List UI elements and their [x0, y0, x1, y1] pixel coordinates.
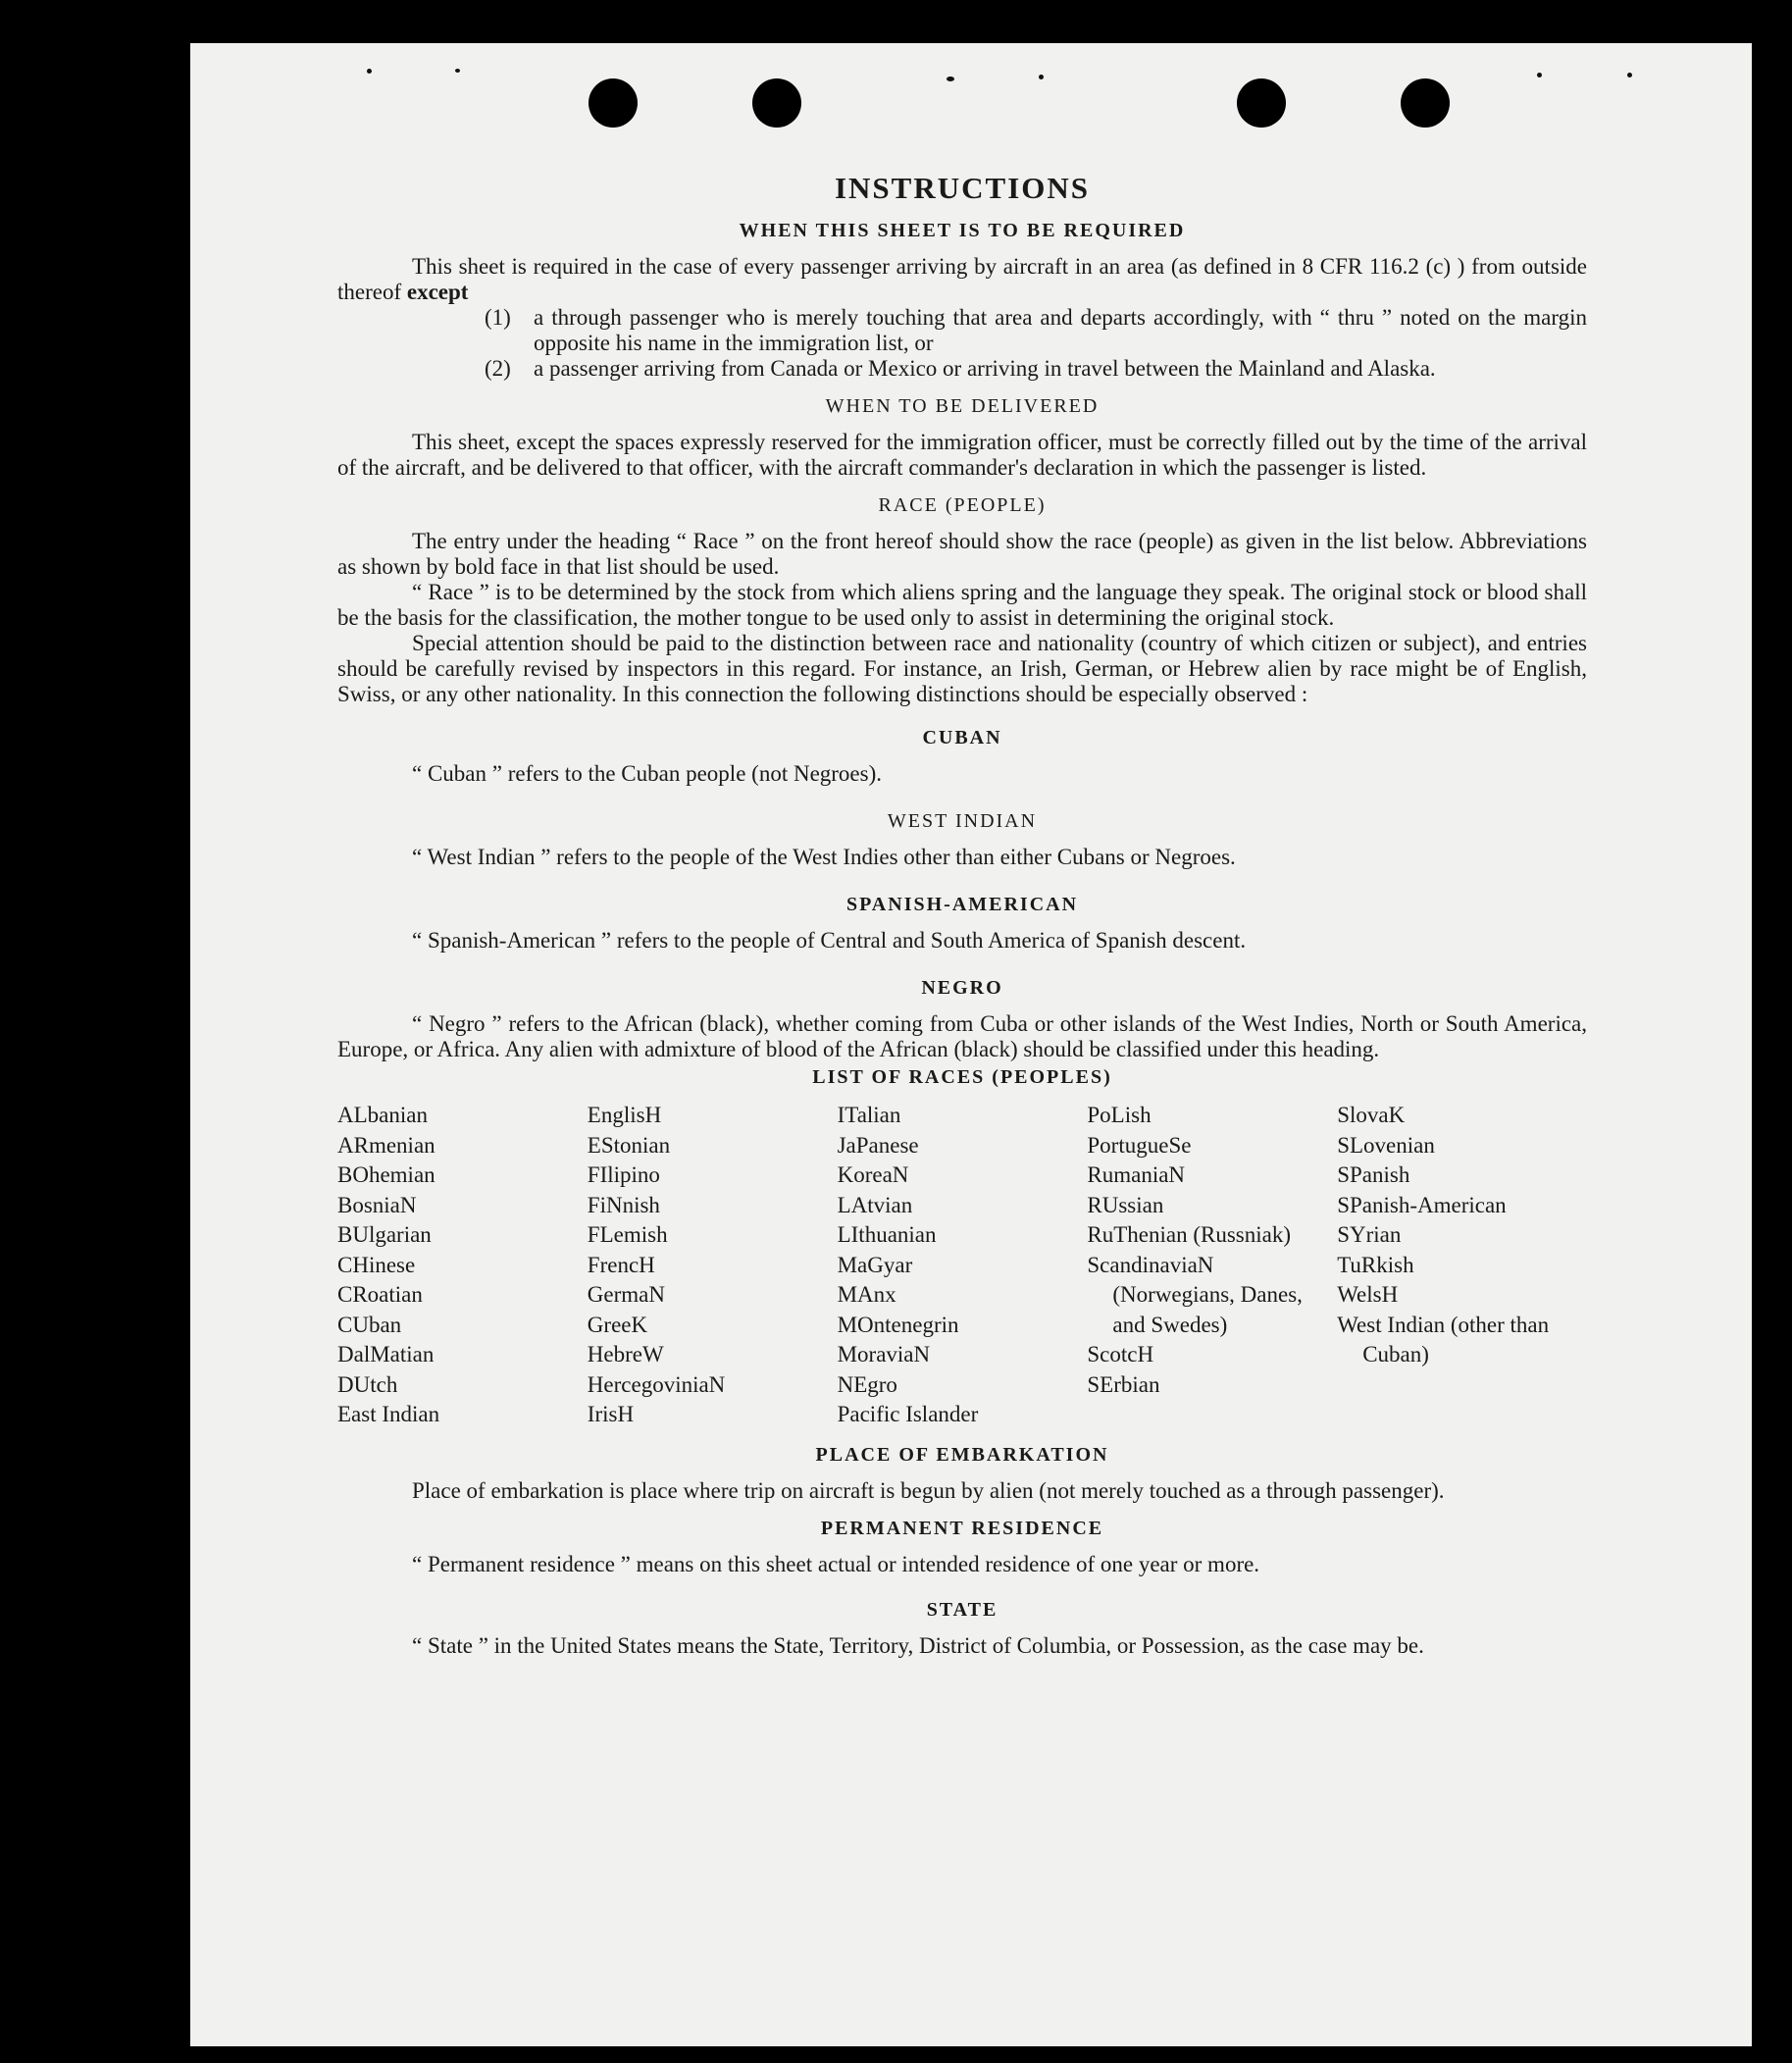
race-entry: WelsH	[1337, 1282, 1399, 1307]
race-entry: DUtch	[337, 1371, 398, 1397]
race-entry: MOntenegrin	[837, 1312, 959, 1337]
heading-cuban: CUBAN	[922, 727, 1002, 748]
punch-hole	[1401, 78, 1450, 128]
race-entry: FrencH	[587, 1252, 655, 1277]
race-entry: FiNnish	[587, 1192, 660, 1217]
heading-spanish-american: SPANISH-AMERICAN	[845, 894, 1079, 915]
speck	[1537, 73, 1542, 77]
heading-negro: NEGRO	[921, 977, 1003, 999]
race-paragraph: “ Race ” is to be determined by the stock from which aliens spring and the language they speak. The original stock or blood shall be the basis for the classification, the mother tongue to be used only to assist in determining the original stock.	[337, 580, 1587, 630]
races-column-1	[337, 1101, 588, 1430]
race-entry: MaGyar	[837, 1252, 913, 1277]
race-entry: PoLish	[1087, 1103, 1152, 1127]
race-entry: West Indian (other than Cuban)	[1337, 1312, 1550, 1367]
race-entry: EnglisH	[587, 1103, 662, 1127]
document-page	[190, 43, 1752, 2046]
race-entry: NEgro	[837, 1371, 897, 1397]
race-entry: MAnx	[837, 1282, 896, 1307]
punch-hole	[752, 78, 801, 128]
heading-when-required: WHEN THIS SHEET IS TO BE REQUIRED	[739, 220, 1186, 241]
races-column-2	[588, 1101, 838, 1430]
race-entry: BUlgarian	[337, 1222, 432, 1247]
heading-race: RACE (PEOPLE)	[878, 494, 1047, 516]
speck	[367, 69, 372, 74]
race-entry: FIlipino	[587, 1162, 660, 1187]
heading-list-of-races: LIST OF RACES (PEOPLES)	[812, 1066, 1112, 1088]
race-entry: SlovaK	[1337, 1103, 1406, 1127]
speck	[455, 69, 460, 73]
race-entry: East Indian	[337, 1402, 440, 1426]
speck	[947, 77, 954, 81]
race-entry: SPanish-American	[1337, 1192, 1507, 1217]
race-entry: LIthuanian	[837, 1222, 937, 1247]
race-entry: ScotcH	[1087, 1342, 1154, 1367]
exception-item: (1) a through passenger who is merely touching that area and departs accordingly, with “ thru ” noted on the margin opposite his name in the immigration list, or	[485, 305, 1587, 355]
race-entry: ITalian	[837, 1103, 901, 1127]
race-entry: HercegoviniaN	[587, 1371, 726, 1397]
race-entry: HebreW	[587, 1342, 664, 1367]
race-entry: ScandinaviaN (Norwegians, Danes, and Swedes)	[1087, 1252, 1303, 1337]
race-entry: Pacific Islander	[837, 1402, 979, 1426]
instructions-body	[337, 171, 1587, 1659]
heading-permanent-residence: PERMANENT RESIDENCE	[820, 1517, 1104, 1539]
races-column-3	[838, 1101, 1088, 1430]
race-entry: ALbanian	[337, 1103, 428, 1127]
race-entry: CUban	[337, 1312, 402, 1337]
race-entry: TuRkish	[1337, 1252, 1414, 1277]
heading-west-indian: WEST INDIAN	[887, 810, 1038, 832]
race-paragraph: The entry under the heading “ Race ” on the front hereof should show the race (people) as given in the list below. Abbreviations as shown by bold face in that list should be used.	[337, 529, 1587, 579]
race-entry: RuThenian (Russniak)	[1087, 1222, 1291, 1247]
race-entry: RUssian	[1087, 1192, 1164, 1217]
race-entry: FLemish	[587, 1222, 668, 1247]
required-intro: This sheet is required in the case of every passenger arriving by aircraft in an area (as defined in 8 CFR 116.2 (c) ) from outside thereof except	[337, 254, 1587, 304]
negro-text: “ Negro ” refers to the African (black), whether coming from Cuba or other islands of the West Indies, North or South America, Europe, or Africa. Any alien with admixture of blood of the African (black) should be classified under this heading.	[337, 1011, 1587, 1061]
embarkation-text: Place of embarkation is place where trip on aircraft is begun by alien (not merely touched as a through passenger).	[412, 1477, 1445, 1503]
race-entry: PortugueSe	[1087, 1132, 1192, 1158]
race-entry: IrisH	[587, 1402, 635, 1426]
heading-when-delivered: WHEN TO BE DELIVERED	[825, 395, 1100, 417]
page-title: INSTRUCTIONS	[834, 171, 1090, 205]
race-entry: CRoatian	[337, 1282, 423, 1307]
race-entry: SErbian	[1087, 1371, 1160, 1397]
race-paragraph: Special attention should be paid to the distinction between race and nationality (country of which citizen or subject), and entries should be carefully revised by inspectors in this regard. For instance, an Irish, German, or Hebrew alien by race might be of English, Swiss, or any other nationality. In this connection the following distinctions should be especially observed :	[337, 631, 1587, 706]
race-entry: SLovenian	[1337, 1132, 1435, 1158]
race-entry: DalMatian	[337, 1342, 435, 1367]
speck	[1039, 75, 1044, 79]
race-entry: BosniaN	[337, 1192, 417, 1217]
heading-state: STATE	[926, 1598, 998, 1621]
races-column-4	[1087, 1101, 1337, 1430]
except-word: except	[406, 280, 469, 304]
speck	[1627, 73, 1632, 77]
delivered-text: This sheet, except the spaces expressly reserved for the immigration officer, must be correctly filled out by the time of the arrival of the aircraft, and be delivered to that officer, with the aircraft commander's declaration in which the passenger is listed.	[337, 430, 1587, 480]
race-entry: ARmenian	[337, 1132, 435, 1158]
race-entry: SPanish	[1337, 1162, 1410, 1187]
residence-text: “ Permanent residence ” means on this sheet actual or intended residence of one year or more.	[412, 1551, 1260, 1576]
race-entry: GermaN	[587, 1282, 665, 1307]
race-entry: JaPanese	[837, 1132, 919, 1158]
race-entry: GreeK	[587, 1312, 648, 1337]
state-text: “ State ” in the United States means the State, Territory, District of Columbia, or Possession, as the case may be.	[412, 1632, 1424, 1658]
exception-item: (2) a passenger arriving from Canada or Mexico or arriving in travel between the Mainland and Alaska.	[485, 356, 1436, 381]
races-column-5	[1337, 1101, 1587, 1430]
race-entry: LAtvian	[837, 1192, 913, 1217]
punch-hole	[1237, 78, 1286, 128]
cuban-text: “ Cuban ” refers to the Cuban people (not Negroes).	[412, 761, 883, 786]
race-entry: KoreaN	[837, 1162, 909, 1187]
race-entry: SYrian	[1337, 1222, 1402, 1247]
heading-place-of-embarkation: PLACE OF EMBARKATION	[815, 1443, 1109, 1466]
race-entry: RumaniaN	[1087, 1162, 1186, 1187]
race-entry: BOhemian	[337, 1162, 435, 1187]
punch-hole	[589, 78, 638, 128]
race-entry: EStonian	[587, 1132, 671, 1158]
race-entry: CHinese	[337, 1252, 416, 1277]
west-indian-text: “ West Indian ” refers to the people of the West Indies other than either Cubans or Negroes.	[412, 845, 1236, 869]
races-table	[337, 1101, 1587, 1430]
spanish-american-text: “ Spanish-American ” refers to the people of Central and South America of Spanish descent.	[412, 928, 1247, 953]
race-entry: MoraviaN	[837, 1342, 931, 1367]
